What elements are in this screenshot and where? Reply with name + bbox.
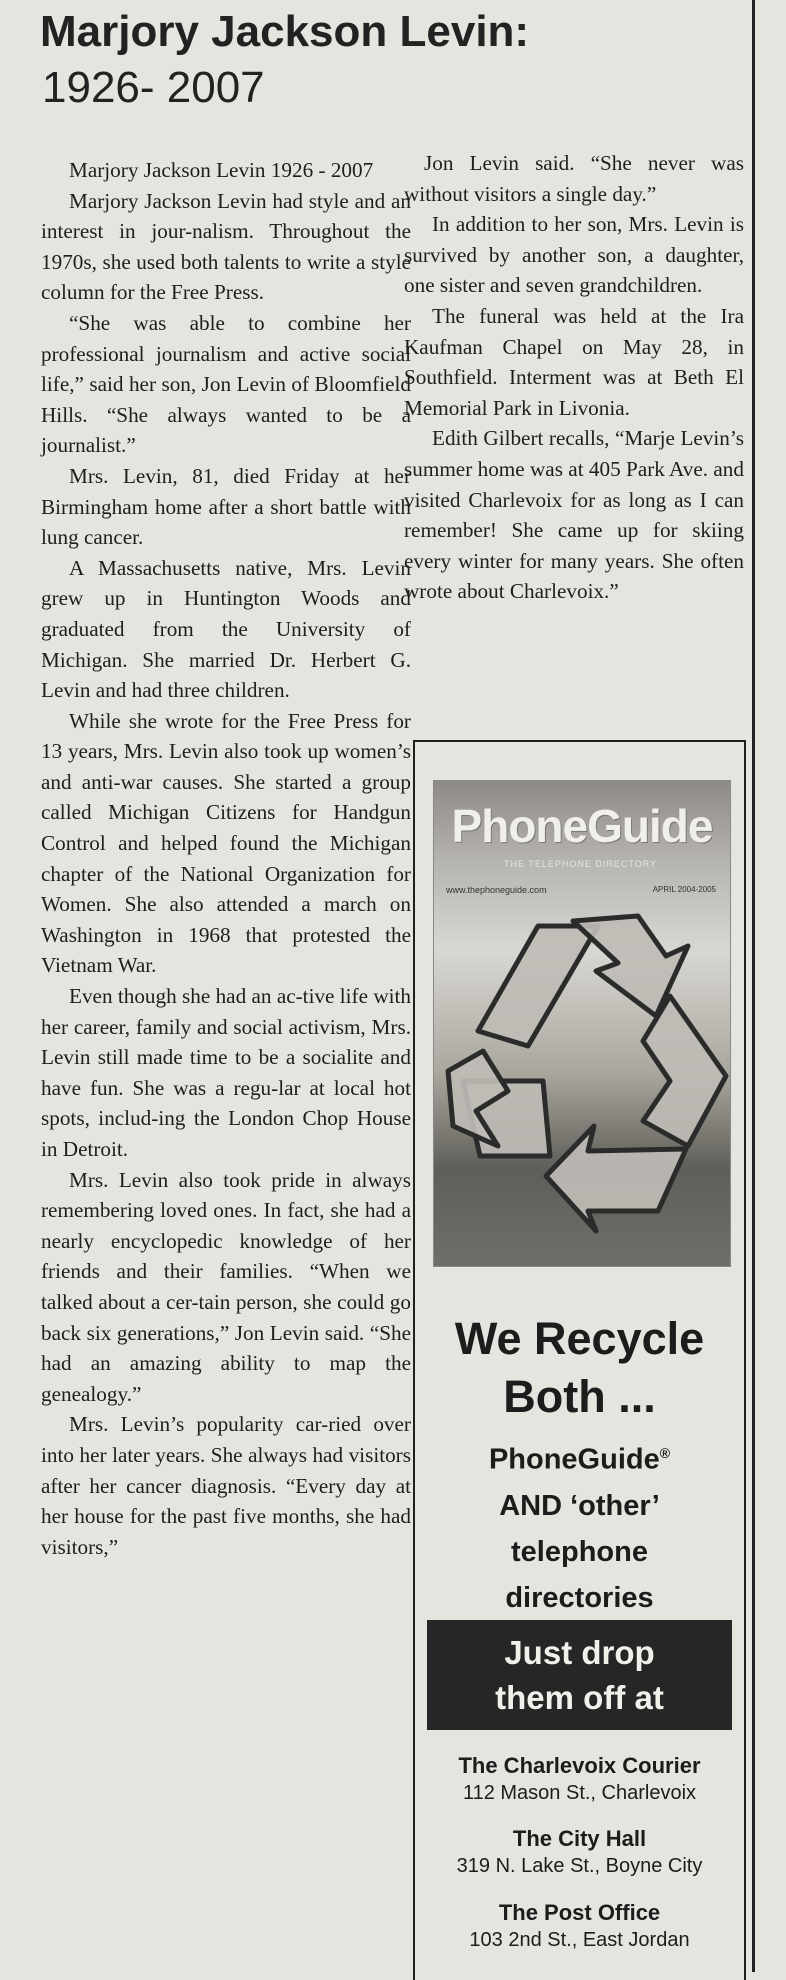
paragraph: The funeral was held at the Ira Kaufman Chapel on May 28, in Southfield. Interment was at Beth El Memorial Park in Livonia. bbox=[404, 303, 744, 420]
article-left-column bbox=[41, 155, 411, 1562]
brand-line: directories bbox=[505, 1581, 654, 1614]
ad-headline-line: Both ... bbox=[503, 1371, 656, 1422]
cover-title: PhoneGuide bbox=[451, 800, 713, 852]
paragraph: A Massachusetts native, Mrs. Levin grew up in Huntington Woods and graduated from the University of Michigan. She married Dr. Herbert G. Levin and had three children. bbox=[41, 555, 411, 703]
paragraph: Even though she had an ac-tive life with her career, family and social activism, Mrs. Levin still made time to be a socialite and have fun. She was a regu-lar at local hot spots, includ-ing the London Chop House in Detroit. bbox=[41, 984, 411, 1161]
location-item bbox=[415, 1825, 744, 1879]
paragraph: While she wrote for the Free Press for 13 years, Mrs. Levin also took up women’s and anti-war causes. She started a group called Michigan Citizens for Handgun Control and helped found the Michigan chapter of the National Organization for Women. She also attended a march on Washington in 1968 that protested the Vietnam War. bbox=[41, 708, 411, 978]
ad-brand-text bbox=[415, 1430, 744, 1621]
paragraph: Mrs. Levin also took pride in always remembering loved ones. In fact, she had a nearly encyclopedic knowledge of her friends and their families. “When we talked about a cer-tain person, she could go back six generations,” Jon Levin said. “She had an amazing ability to map the genealogy.” bbox=[41, 1167, 411, 1406]
location-name: The City Hall bbox=[512, 1826, 647, 1851]
phoneguide-cover-image bbox=[433, 780, 731, 1267]
location-address: 103 2nd St., East Jordan bbox=[469, 1929, 690, 1951]
ad-headline bbox=[415, 1310, 744, 1426]
paragraph: “She was able to combine her professional journalism and active social life,” said her son, Jon Levin of Bloomfield Hills. “She always wanted to be a journalist.” bbox=[41, 310, 411, 458]
registered-mark: ® bbox=[659, 1445, 671, 1461]
cover-date: APRIL 2004-2005 bbox=[652, 885, 716, 894]
cover-url: www.thephoneguide.com bbox=[446, 885, 547, 895]
paragraph: Edith Gilbert recalls, “Marje Levin’s summer home was at 405 Park Ave. and visited Charlevoix for as long as I can remember! She came up for skiing every winter for many years. She often wrote about Charlevoix.” bbox=[404, 426, 744, 604]
drop-line: Just drop bbox=[504, 1634, 655, 1671]
recycle-icon bbox=[433, 881, 731, 1241]
ad-headline-line: We Recycle bbox=[454, 1313, 705, 1364]
headline: Marjory Jackson Levin: bbox=[40, 7, 530, 56]
recycle-advertisement bbox=[413, 740, 746, 1980]
location-item bbox=[415, 1752, 744, 1806]
paragraph: Mrs. Levin, 81, died Friday at her Birmingham home after a short battle with lung cancer. bbox=[41, 463, 411, 550]
brand-line bbox=[415, 1430, 744, 1483]
paragraph: Mrs. Levin’s popularity car-ried over into her later years. She always had visitors after her cancer diagnosis. “Every day at her house for the past five months, she had visitors,” bbox=[41, 1412, 411, 1559]
brand-name: PhoneGuide bbox=[488, 1443, 660, 1476]
location-address: 319 N. Lake St., Boyne City bbox=[456, 1855, 703, 1877]
paragraph: Jon Levin said. “She never was without visitors a single day.” bbox=[404, 151, 744, 206]
drop-line: them off at bbox=[495, 1679, 664, 1716]
location-item bbox=[415, 1899, 744, 1953]
paragraph: In addition to her son, Mrs. Levin is survived by another son, a daughter, one sister and seven grandchildren. bbox=[404, 212, 744, 298]
article-right-column bbox=[404, 148, 744, 607]
brand-line: telephone bbox=[511, 1535, 648, 1568]
paragraph: Marjory Jackson Levin 1926 - 2007 bbox=[69, 158, 374, 182]
location-address: 112 Mason St., Charlevoix bbox=[462, 1782, 697, 1804]
cover-subtitle: THE TELEPHONE DIRECTORY bbox=[504, 859, 658, 869]
paragraph: Marjory Jackson Levin had style and an interest in jour-nalism. Throughout the 1970s, she used both talents to write a style column for the Free Press. bbox=[41, 188, 411, 305]
column-rule bbox=[752, 0, 755, 1972]
brand-line: AND ‘other’ bbox=[499, 1489, 660, 1522]
life-dates: 1926- 2007 bbox=[42, 63, 265, 112]
location-name: The Post Office bbox=[498, 1900, 661, 1925]
drop-off-banner bbox=[427, 1620, 732, 1730]
location-name: The Charlevoix Courier bbox=[458, 1753, 701, 1778]
